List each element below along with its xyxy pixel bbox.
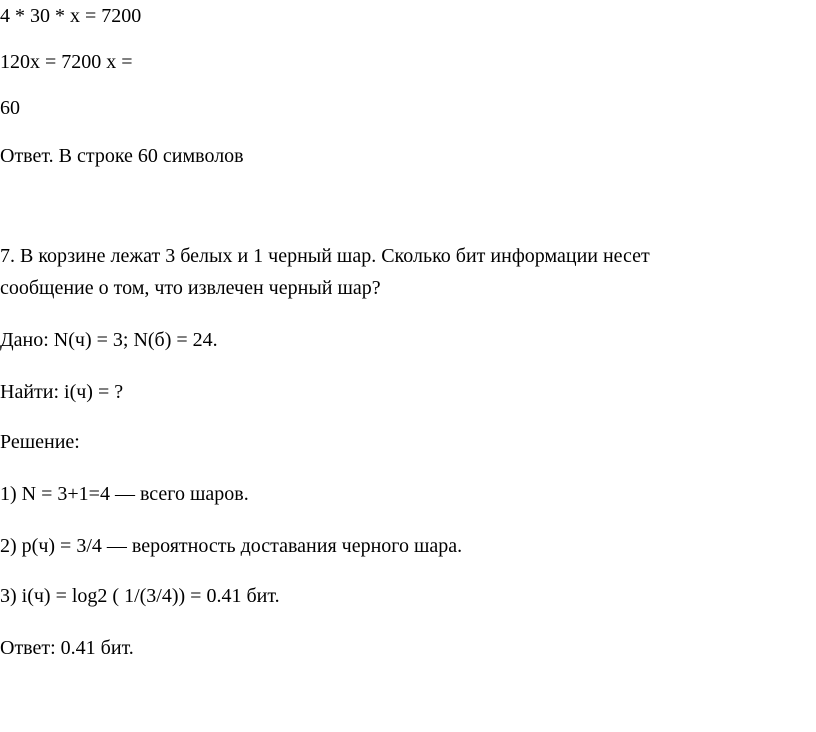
equation-line-2: 120x = 7200 x =: [0, 51, 133, 73]
equation-result: 60: [0, 97, 20, 119]
problem-7-text-2: сообщение о том, что извлечен черный шар?: [0, 277, 381, 299]
given-line: Дано: N(ч) = 3; N(б) = 24.: [0, 329, 218, 351]
solution-step-2: 2) p(ч) = 3/4 — вероятность доставания черного шара.: [0, 535, 463, 557]
find-line: Найти: i(ч) = ?: [0, 381, 124, 403]
solution-step-3: 3) i(ч) = log2 ( 1/(3/4)) = 0.41 бит.: [0, 585, 280, 607]
solution-step-1: 1) N = 3+1=4 — всего шаров.: [0, 483, 249, 505]
solution-heading: Решение:: [0, 431, 80, 453]
problem-7-text-1: 7. В корзине лежат 3 белых и 1 черный шар. Сколько бит информации несет: [0, 245, 650, 267]
answer-line-2: Ответ: 0.41 бит.: [0, 637, 134, 659]
answer-line-1: Ответ. В строке 60 символов: [0, 145, 244, 167]
equation-line-1: 4 * 30 * x = 7200: [0, 5, 142, 27]
